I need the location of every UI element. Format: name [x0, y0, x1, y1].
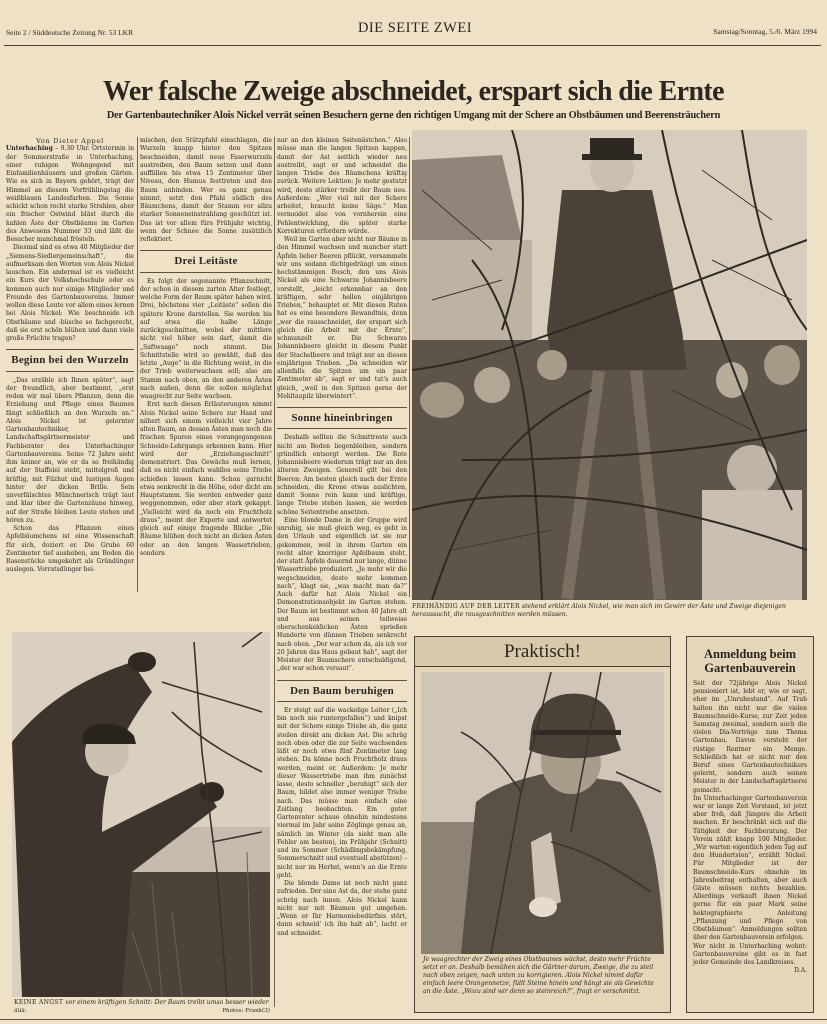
photo-credit: Photos: Frank(3): [222, 1008, 270, 1014]
paragraph: Im Unterhachinger Gartenbauverein war er lange Zeit Vorstand, ist jetzt aber froh, daß Jüngere die Arbeit machen. Er beschränkt sich auf die Tätigkeit der Fachberatung. Der Verein zählt knapp 100 Mitglieder. „Wir warten eigentlich jeden Tag auf den Hundertsten“, erzählt Nickel. Für Mitglieder ist der Baumschneide-Kurs ohnehin im Jahresbeitrag enthalten, aber auch Gäste müssen nichts bezahlen. Allerdings verkauft ihnen Nickel gerne für ein paar Mark seine hektographierte Anleitung „Pflanzung und Pflege von Obstbäumen“. Anmeldungen sollten über den Gartenbauverein erfolgen.: [693, 794, 807, 942]
article-headline: Wer falsche Zweige abschneidet, erspart sich die Ernte: [103, 76, 724, 107]
paragraph: Schon das Pflanzen eines Apfelbäumchens ist eine Wissenschaft für sich, doziert er. Die Grube 60 Zentimeter tief ausheben, am Boden die Rasenstücke umgekehrt als Gründünger auslegen. Vorratsdünger bei-: [6, 525, 134, 574]
paragraph: Deshalb sollten die Schnittreste auch nicht am Boden liegenbleiben, sondern gründlich entsorgt werden. Die Rote Johannisbeere wiederum trägt nur an den älteren Zweigen. Generell gilt bei den Beeren: Am besten gleich nach der Ernte schneiden, die Krone etwas auslichten, damit Sonne rein kann und kräftige, lange Triebe stehen lassen, sie werden schöne Seitentriebe ansetzen.: [277, 434, 407, 516]
paragraph: Wer nicht in Unterhaching wohnt: Gartenbauvereine gibt es in fast jeder Gemeinde des Landkreises. D.A.: [693, 942, 807, 975]
paragraph: Eine blonde Dame in der Gruppe wird unruhig, sie muß gleich weg, es geht in den Urlaub und eigentlich ist sie nur gekommen, weil in ihrem Garten ein recht alter knorriger Apfelbaum steht, der statt Äpfeln dauernd nur lange, dünne Wassertriebe produziert. „Je mehr wir die wegschneiden, desto mehr kommen nach“, klagt sie, „was macht man da?“ Auch dafür hat Alois Nickel ein Demonstrationsobjekt im Garten stehen. Der Baum ist bestimmt schon 40 Jahre alt und aus seinen teilweise oberschenkeldicken Ästen sprießen Hunderte von dünnen Trieben senkrecht nach oben. „Der war schon da, als ich vor 20 Jahren das Haus gebaut hab“, sagt der Meister der Baumschere entschuldigend, „der war schon versaut“.: [277, 516, 407, 673]
masthead-section-title: DIE SEITE ZWEI: [357, 20, 473, 36]
praktisch-title: Praktisch!: [415, 637, 670, 667]
author-initials: D.A.: [794, 967, 807, 975]
article-column-2: [140, 137, 272, 592]
paragraph: Es folgt der sogenannte Pflanzschnitt, der schon in diesem zarten Alter festlegt, welche Form der Baum später haben wird. Drei, höchstens vier „Leitäste“ sollen die spätere Krone darstellen. Sie werden bis auf etwa die halbe Länge zurückgeschnitten, wobei der mittlere nicht viel höher sein darf, damit die „Saftwaage“ noch stimmt. Die Schnittstelle wird so gewählt, daß das letzte „Auge“ in die Richtung weist, in die der Trieb weiterwachsen soll; also am Stamm nach oben, an den anderen Ästen nach außen, denn die sollen möglichst waagrecht zur Seite wachsen.: [140, 277, 272, 400]
anmeldung-text: [693, 680, 807, 995]
photo-pruning-caption: KEINE ANGST vor einem kräftigen Schnitt: Der Baum treibt umso besser wieder aus.: [14, 999, 269, 1014]
subheading: Drei Leitäste: [140, 250, 272, 272]
column-rule: [274, 137, 275, 1007]
praktisch-box: [414, 636, 671, 1013]
masthead-page-info: Seite 2 / Süddeutsche Zeitung Nr. 53 LKR: [6, 28, 134, 37]
dateline: Unterhaching: [6, 145, 53, 153]
photo-orange-net: [421, 672, 664, 954]
article-subheadline: Der Gartenbautechniker Alois Nickel verrät seinen Besuchern gerne den richtigen Umgang mit der Schere an Obstbäumen und Beerensträuchern: [106, 110, 721, 121]
photo-orange-net-image: [421, 672, 664, 954]
subheading: Sonne hineinbringen: [277, 407, 407, 429]
paragraph: mischen, den Stützpfahl einschlagen, die Wurzeln knapp hinter den Spitzen beschneiden, damit neue Faserwurzeln austreiben, den Baum setzen und dann auffüllen bis etwa 15 Zentimeter über Niveau, den Humus festtreten und den Baum anbinden. Wer es ganz genau nimmt, setzt den Pfahl südlich des Bäumchens, damit der Stamm vor allzu starker Sonneneinstrahlung geschützt ist. Das ist vor allem fürs Frühjahr wichtig, wenn der Schnee die Sonne zusätzlich reflektiert.: [140, 137, 272, 243]
byline: Von Dieter Appel: [36, 137, 104, 145]
anmeldung-title: Anmeldung beim Gartenbauverein: [703, 647, 797, 675]
bottom-rule: [0, 1019, 827, 1020]
photo-ladder: [412, 130, 807, 600]
paragraph: Er steigt auf die wackelige Leiter („Ich bin noch nie runtergefallen“) und knipst mit der Schere einige Triebe ab, die ganz steilen direkt am dicken Ast. Die schräg noch oben oder die zur Seite wachsenden läßt er noch etwa fünf Zentimeter lang stehen. Da könne noch Fruchtholz draus werden, meint er. Außerdem: Je mehr dieser Wassertriebe man ihm zunächst lasse, desto schneller „beruhigt“ sich der Baum, bildet also immer weniger Triebe nach. Das müsse man einfach eine Zeitlang beobachten. Ein guter Gartenvater schaue ohnehin mindestens viermal im Jahr seine Zöglinge genau an, nämlich im Winter (da sieht man alle Fehler am besten), im Frühjahr (Schnitt) und im Sommer (Schädlingsbekämpfung, Sommerschnitt und eventuell abstützen) – nicht nur im Herbst, wenn's an die Ernte geht.: [277, 706, 407, 879]
column-rule: [409, 137, 410, 597]
subheading: Den Baum beruhigen: [277, 680, 407, 702]
article-column-3: [277, 137, 407, 1019]
photo-pruning-image: [12, 632, 270, 997]
paragraph: nur an den kleinen Seitenästchen.“ Also müsse man die langen Spitzen kappen, damit der Ast seitlich wieder neu austreibt, sagt er und schneidet die langen Triebe des Bäumchens kräftig zurück. Weitere Lektion: Je mehr gestutzt wird, desto stärker treibt der Baum neu. Außerdem: „Wer viel mit der Schere arbeitet, braucht keine Säge.“ Man vermeidet also von vornherein eine Fehlentwicklung, die später starke Korrekturen erfordern würde.: [277, 137, 407, 235]
article-column-1: [6, 137, 134, 592]
paragraph: Die blonde Dame ist noch nicht ganz zufrieden. Der eine Ast da, der stehe ganz schräg nach innen. Alois Nickel kann nicht nur mit Bäumen gut umgehen. „Wenn er Ihr Harmoniebedürfnis stört, dann schneid' ich ihn halt ab“, lacht er und schneidet.: [277, 880, 407, 937]
paragraph: Diesmal sind es etwa 40 Mitglieder der „Siemens-Siedlergemeinschaft“, die aufmerksam den Worten von Alois Nickel lauschen. Ein andermal ist es vielleicht ein Kurs der Volkshochschule oder es kommen auch nur einige Mitglieder und Freunde des Gartenbauvereins. Immer wollen diese Leute vor allem eines lernen bei Alois Nickel: Wie beschneide ich Obstbäume und -büsche so fachgerecht, daß sie erst schön blühen und dann viele große Früchte tragen?: [6, 244, 134, 342]
anmeldung-box: [686, 636, 814, 1013]
paragraph: Seit der 72jährige Alois Nickel pensioniert ist, lebt er, wie er sagt, eher im „Unruhestand“. Auf Trab halten ihn nicht nur die vielen Baumschneide-Kurse, zur Zeit jeden Samstag zweimal, sondern auch die vielen Dia-Vorträge zum Thema Gartenbau. Davon versteht der rüstige Rentner ein Menge. Schließlich hat er nicht nur den Beruf eines Gartenbautechnikers gelernt, sondern auch seinen Meister in der Landschaftsgärtnerei gemacht.: [693, 680, 807, 794]
photo-ladder-image: [412, 130, 807, 600]
praktisch-caption: Je waagrechter der Zweig eines Obstbaumes wächst, desto mehr Früchte setzt er an. Deshalb bemühen sich die Gärtner darum, Zweige, die zu steil nach oben zeigen, nach unten zu korrigieren. Alois Nickel nimmt dafür einfach leere Orangennetze, füllt Steine hinein und hängt sie als Gewichte an die Äste. „Wozu sind wir denn so steinreich?“, fragt er verschmitzt.: [423, 956, 654, 995]
paragraph: Erst nach diesen Erläuterungen nimmt Alois Nickel seine Schere zur Hand und nähert sich einem vielleicht vier Jahre alten Baum, an dessen Ästen man noch die frischen Spuren eines vorangegangenen Schneide-Lehrgangs erkennen kann. Hier wird der „Erziehungsschnitt“ demonstriert. Das Gewächs muß lernen, daß es nicht einfach wahllos seine Triebe schießen lassen kann. Schon garnicht etwa senkrecht in die Höhe, oder dicht am Hauptstamm. Sie werden entweder ganz weggenommen, oder aber stark gekappt. „Vielleicht wird da noch ein Fruchtholz draus“, meint der Experte und antwortet gleich auf einige fragende Blicke: „Die Bäume blühen doch nicht an dicken Ästen oder an den langen Wassertrieben, sondern: [140, 401, 272, 557]
paragraph: Unterhaching – 9.30 Uhr. Ortstermin in der Sommerstraße in Unterhaching, einer ruhigen Wohngegend mit Einfamilienhäusern und großen Gärten. Wie es sich in Bayern gehört, trägt der Himmel an diesem Vorfrühlingstag die weißblauen Landesfarben. Die Sonne schickt schon recht starke Strahlen, aber ein frischer Ostwind bläst durch die kahlen Äste der Obstbäume im Garten des Anwesens Nummer 33 und läßt die Besucher manchmal frösteln.: [6, 145, 134, 243]
masthead-rule: [4, 45, 821, 46]
photo-pruning: [12, 632, 270, 997]
paragraph: Weil im Garten aber nicht nur Bäume in den Himmel wachsen und mancher statt Äpfeln lieber Beeren pflückt, versammeln wir uns sodann dichtgedrängt um einen hochstämmigen Busch, den uns Alois Nickel als eine Schwarze Johannisbeere vorstellt, „leicht erkennbar an den kräftigen, sehr hellen einjährigen Trieben,“ behauptet er. Mit diesen Ruten hat es eine besondere Bewandtnis, denn „wer die rausschneidet, der erspart sich gleich die Arbeit mit der Ernte“, schmunzelt er. Die Schwarze Johannisbeere gleicht in diesem Punkt der Stachelbeere und trägt nur an diesen einjährigen Trieben. „Da schneiden wir allenfalls die Spitzen um ein paar Zentimeter ab“, sagt er und tut's auch gleich, „weil in den Spitzen gerne der Mehltaupilz überwintert“.: [277, 236, 407, 400]
column-rule: [137, 137, 138, 592]
photo-ladder-caption: FREIHÄNDIG AUF DER LEITER stehend erklärt Alois Nickel, wie man sich im Gewirr der Äste und Zweige diejenigen heraussucht, die rausgeschnitten werden müssen.: [412, 603, 786, 618]
subheading: Beginn bei den Wurzeln: [6, 349, 134, 371]
masthead-date: Samstag/Sonntag, 5./6. März 1994: [713, 27, 817, 36]
paragraph: „Das erzähle ich Ihnen später“, sagt der freundlich, aber bestimmt, „erst reden wir mal übers Pflanzen, denn die Erziehung und Pflege eines Baumes fängt schließlich an den Wurzeln an.“ Alois Nickel ist gelernter Gartenbautechniker, Landschaftsgärtnermeister und Fachberater des Unterhachinger Gartenbauvereins. Seine 72 Jahre sieht ihm keiner an, wie er da so freihändig auf der Staffelei steht, mittelgroß und kräftig, mit Filzhut und lustigen Augen hinter der dicken Brille. Sein unverfälschtes Münchnerisch trägt laut und klar über die Gartenzäune hinweg, auf der Straße bleiben Leute stehen und hören zu.: [6, 376, 134, 524]
